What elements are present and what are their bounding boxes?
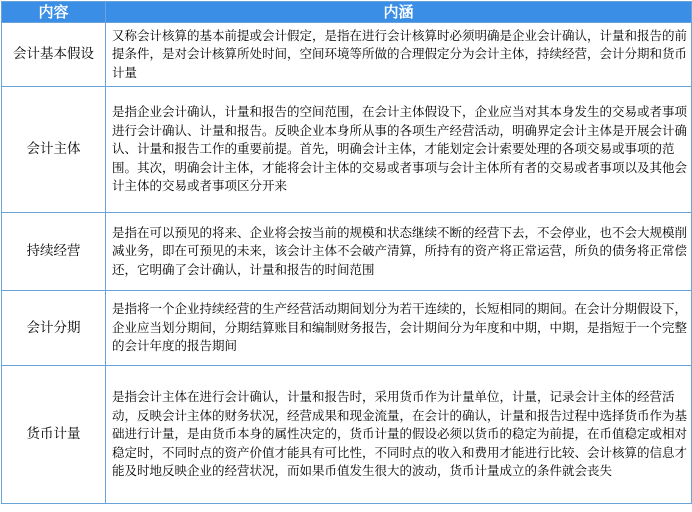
table-row	[2, 213, 692, 291]
table-row	[2, 366, 692, 504]
table-row	[2, 23, 692, 87]
header-meaning: 内涵	[106, 2, 692, 23]
row-description: 是指企业会计确认，计量和报告的空间范围，在会计主体假设下，企业应当对其本身发生的交易或者事项进行会计确认、计量和报告。反映企业本身所从事的各项生产经营活动，明确界定会计主体是开展会计确认、计量和报告工作的重要前提。首先，明确会计主体，才能划定会计索要处理的各项交易或事项的范围。其次，明确会计主体，才能将会计主体的交易或者事项与会计主体所有者的交易或者事项以及其他会计主体的交易或者事项区分开来	[106, 87, 692, 213]
table-row	[2, 87, 692, 213]
row-description: 是指将一个企业持续经营的生产经营活动期间划分为若干连续的，长短相同的期间。在会计分期假设下，企业应当划分期间，分期结算账目和编制财务报告，会计期间分为年度和中期，中期，是指短于一个完整的会计年度的报告期间	[106, 291, 692, 366]
row-label: 货币计量	[2, 366, 106, 504]
row-description: 是指在可以预见的将来、企业将会按当前的规模和状态继续不断的经营下去，不会停业，也不会大规模削减业务，即在可预见的未来，该会计主体不会破产清算，所持有的资产将正常运营，所负的债务将正常偿还，它明确了会计确认，计量和报告的时间范围	[106, 213, 692, 291]
row-label: 会计基本假设	[2, 23, 106, 87]
row-description: 又称会计核算的基本前提或会计假定，是指在进行会计核算时必须明确是企业会计确认，计量和报告的前提条件，是对会计核算所处时间，空间环境等所做的合理假定分为会计主体，持续经营，会计分期和货币计量	[106, 23, 692, 87]
row-label: 会计主体	[2, 87, 106, 213]
table-row	[2, 291, 692, 366]
header-row	[2, 2, 692, 23]
accounting-assumptions-table	[1, 1, 692, 504]
row-label: 持续经营	[2, 213, 106, 291]
row-description: 是指会计主体在进行会计确认，计量和报告时，采用货币作为计量单位，计量，记录会计主体的经营活动，反映会计主体的财务状况，经营成果和现金流量，在会计的确认，计量和报告过程中选择货币作为基础进行计量，是由货币本身的属性决定的，货币计量的假设必须以货币的稳定为前提，在币值稳定或相对稳定时，不同时点的资产价值才能具有可比性，不同时点的收入和费用才能进行比较、会计核算的信息才能及时地反映企业的经营状况，而如果币值发生很大的波动，货币计量成立的条件就会丧失	[106, 366, 692, 504]
header-content: 内容	[2, 2, 106, 23]
row-label: 会计分期	[2, 291, 106, 366]
